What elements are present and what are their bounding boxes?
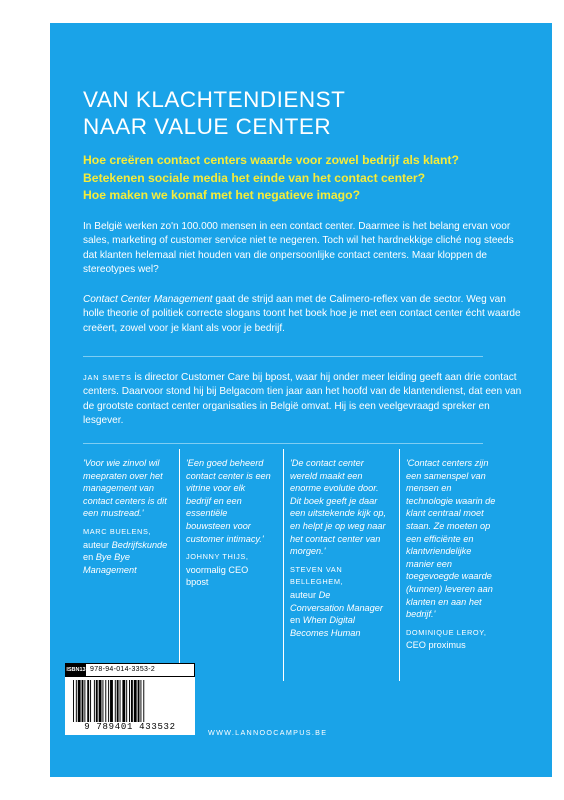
endorsement-name: DOMINIQUE LEROY, [406,627,487,637]
barcode-bar [117,680,119,722]
divider [83,443,483,444]
endorsement [179,449,271,681]
endorsement-role: CEO proximus [406,640,466,651]
isbn-box [65,663,195,677]
endorsement [283,449,387,681]
barcode-bar [94,680,95,722]
barcode-bar [134,680,137,722]
barcode-bar [108,680,109,722]
publisher-website: WWW.LANNOOCAMPUS.BE [208,728,328,737]
isbn-barcode [65,663,195,735]
author-name: JAN SMETS [83,373,132,382]
barcode-bar [76,680,77,722]
endorsement [399,449,499,681]
question-2: Betekenen sociale media het einde van het contact center? [83,170,426,185]
endorsement-role [83,539,173,577]
endorsement-name: JOHNNY THIJS, [186,552,249,562]
book-title: Contact Center Management [83,294,213,305]
role-text: en [83,552,96,563]
barcode-bar [73,680,74,722]
book-description-text: gaat de strijd aan met de Calimero-reflex van de sector. Weg van holle theorie of politiek correcte slogans toont het boek hoe je met een contact center écht waarde creëert, zowel voor je klant als voor je bedrijf. [83,294,521,334]
endorsement-role [290,589,387,639]
barcode-bar [126,680,127,722]
barcode-bar [120,680,121,722]
barcode-bar [82,680,84,722]
question-1: Hoe creëren contact centers waarde voor zowel bedrijf als klant? [83,153,459,167]
book-title: When Digital Becomes Human [290,615,361,638]
book-title: Bedrijfskunde [111,539,168,550]
book-title: De Conversation Manager [290,589,383,613]
endorsement-role: voormalig CEO bpost [186,564,249,588]
barcode-bar [138,680,140,722]
barcode-bar [84,680,85,722]
barcode-bar [143,680,144,722]
title-line-1: VAN KLACHTENDIENST [83,87,346,112]
endorsement-name: STEVEN VAN BELLEGHEM, [290,564,344,587]
role-text: auteur [290,589,319,600]
intro-paragraph: In België werken zo'n 100.000 mensen in een contact center. Daarmee is het belang ervan voor sales, marketing of customer service niet te negeren. Toch wil het hardnekkige cliché nog steeds dat klanten helemaal niet houden van die onpersoonlijke contact centers. Maar kloppen de stereotypes wel? [83,221,514,276]
title-line-2: NAAR VALUE CENTER [83,114,332,139]
endorsement-quote: 'Voor wie zinvol wil meepraten over het management van contact centers is dit een mustread.' [83,458,167,519]
barcode-bar [90,680,91,722]
question-3: Hoe maken we komaf met het negatieve imago? [83,188,361,202]
endorsement-quote: 'Een goed beheerd contact center is een vitrine voor elk bedrijf en een essentiële bouwsteen voor customer intimacy.' [186,458,271,544]
barcode-bar [131,680,133,722]
barcode-bar [115,680,116,722]
endorsement-quote: 'Contact centers zijn een samenspel van mensen en technologie waarin de klant centraal moet staan. Ze moeten op een efficiënte en klantvriendelijke manier een toegevoegde waarde (kunnen) leveren aan klanten en aan het bedrijf.' [406,458,496,620]
barcode-bar [110,680,113,722]
barcode-bar [96,680,98,722]
endorsement-quote: 'De contact center wereld maakt een enorme evolutie door. Dit boek geeft je daar een uitstekende kijk op, en helpt je op weg naar het contact center van morgen.' [290,458,387,557]
author-bio [83,371,523,429]
barcode-bar [122,680,125,722]
endorsements [83,449,503,681]
role-text: auteur [83,539,112,550]
barcode-digits: 9 789401 433532 [84,722,176,732]
role-text: en [290,615,303,626]
cover-title [83,86,345,140]
divider [83,356,483,357]
isbn-number: 978-94-014-3353-2 [90,666,156,673]
barcode-bar [105,680,106,722]
author-bio-text: is director Customer Care bij bpost, waar hij onder meer leiding geeft aan drie contact centers. Daarvoor stond hij bij Belgacom tien jaar aan het hoofd van de klantendienst, dat een van de grootste contact center organisaties in België omvat. Hij is een veelgevraagd spreker en lesgever. [83,372,522,427]
barcode-bar [99,680,102,722]
book-title: Bye Bye Management [83,552,137,575]
back-cover [50,23,552,777]
barcode-bar [78,680,81,722]
barcode-bar [129,680,130,722]
barcode-bar [102,680,103,722]
key-questions [83,152,523,205]
endorsement [83,449,173,681]
barcode-bar [87,680,89,722]
barcode-bars [73,680,191,722]
barcode-bar [140,680,141,722]
isbn-label: ISBN13 [66,664,86,676]
endorsement-name: MARC BUELENS, [83,526,152,536]
book-description [83,293,523,336]
